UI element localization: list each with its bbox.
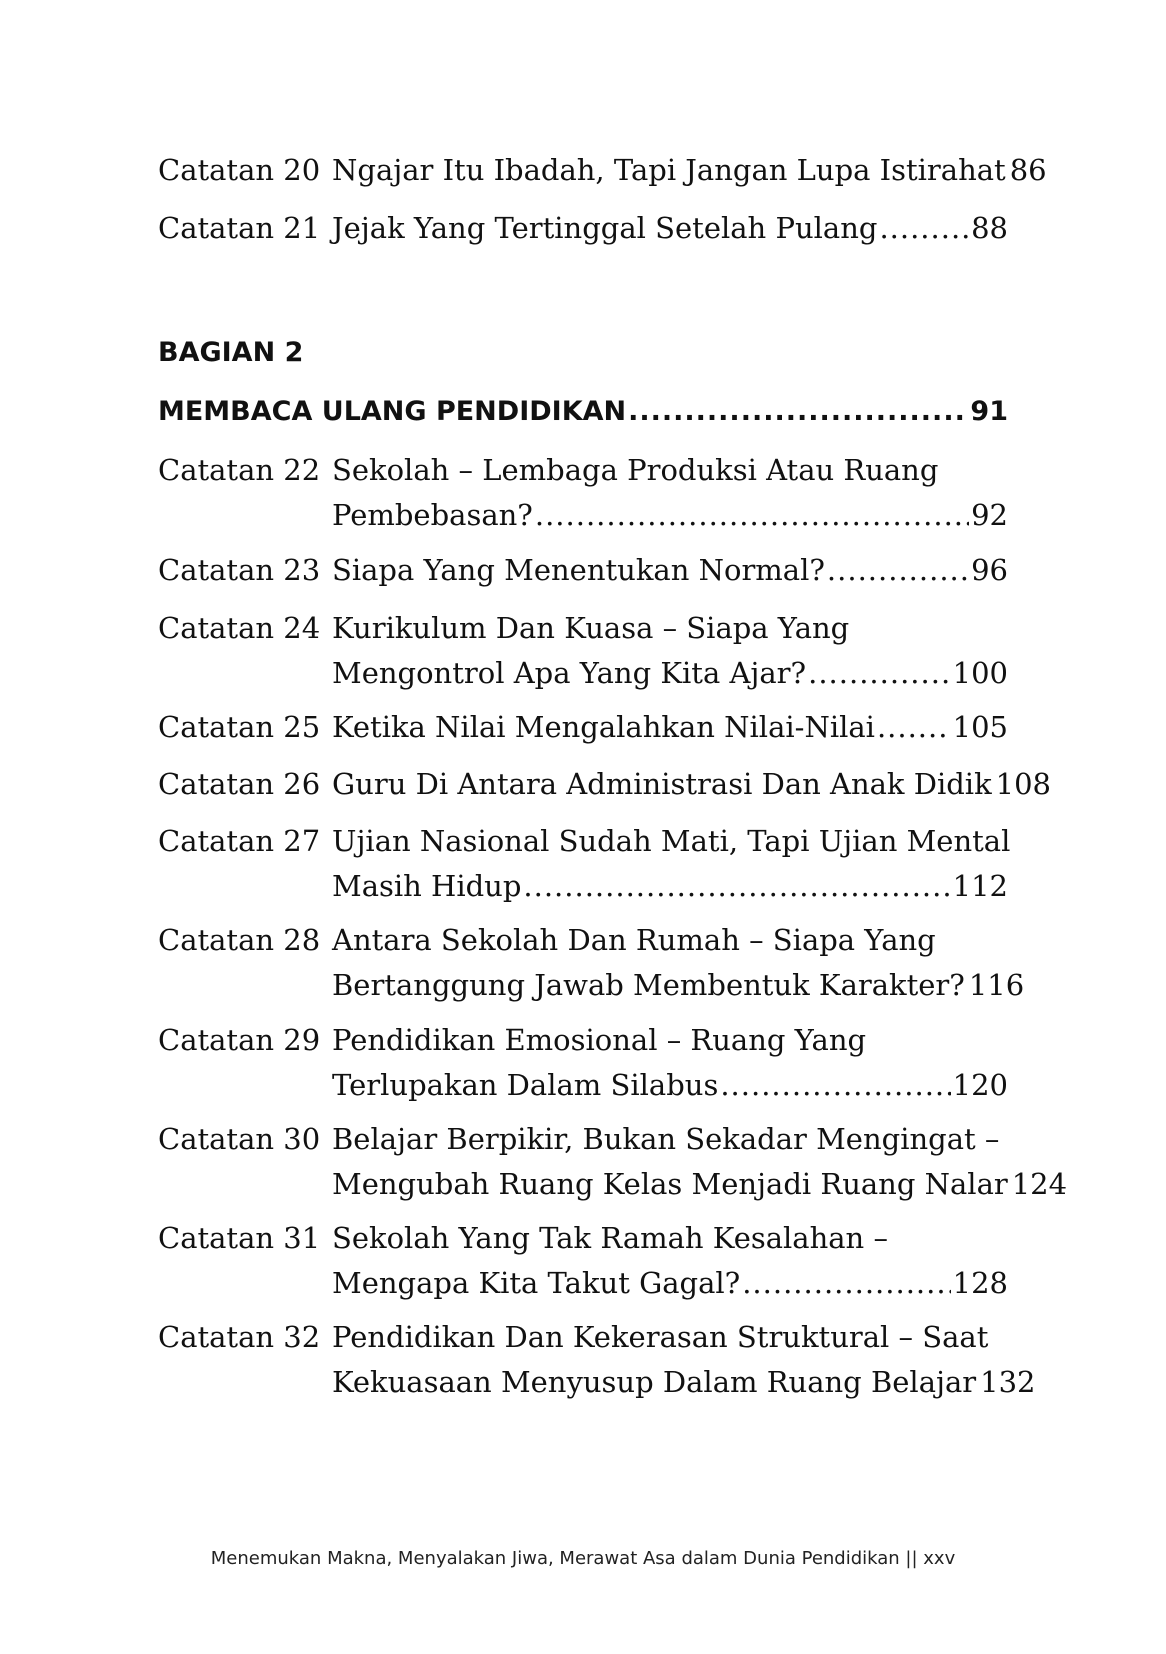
- entry-number: Catatan 27: [158, 824, 321, 858]
- entry-page-number: 124: [1011, 1167, 1068, 1201]
- dot-leader: [523, 864, 950, 909]
- section-title: MEMBACA ULANG PENDIDIKAN: [158, 396, 627, 427]
- dot-leader: [879, 206, 969, 251]
- entry-number: Catatan 20: [158, 153, 321, 187]
- entry-title-line: Mengapa Kita Takut Gagal?: [332, 1266, 741, 1300]
- dot-leader: [827, 548, 969, 593]
- entry-number: Catatan 21: [158, 211, 321, 245]
- entry-title-line: Antara Sekolah Dan Rumah – Siapa Yang: [332, 923, 936, 957]
- entry-number: Catatan 31: [158, 1221, 321, 1255]
- entry-page-number: 100: [952, 656, 1008, 690]
- entry-title: Ngajar Itu Ibadah, Tapi Jangan Lupa Istirahat: [332, 153, 1006, 187]
- entry-page-number: 108: [995, 767, 1052, 801]
- entry-number: Catatan 25: [158, 710, 321, 744]
- entry-number: Catatan 23: [158, 553, 321, 587]
- entry-number: Catatan 30: [158, 1122, 321, 1156]
- entry-page-number: 112: [952, 869, 1008, 903]
- entry-title-line: Bertanggung Jawab Membentuk Karakter?: [332, 968, 965, 1002]
- dot-leader: [808, 651, 951, 696]
- entry-number: Catatan 28: [158, 923, 321, 957]
- entry-number: Catatan 26: [158, 767, 321, 801]
- entry-title-line: Pendidikan Dan Kekerasan Struktural – Saat: [332, 1320, 989, 1354]
- entry-title-line: Pendidikan Emosional – Ruang Yang: [332, 1023, 867, 1057]
- dot-leader: [628, 392, 968, 432]
- entry-title-line: Sekolah Yang Tak Ramah Kesalahan –: [332, 1221, 888, 1255]
- dot-leader: [742, 1261, 950, 1306]
- entry-title-line: Mengubah Ruang Kelas Menjadi Ruang Nalar: [332, 1167, 1008, 1201]
- entry-page-number: 96: [971, 553, 1008, 587]
- entry-number: Catatan 32: [158, 1320, 321, 1354]
- entry-title-line: Terlupakan Dalam Silabus: [332, 1068, 719, 1102]
- entry-title-line: Masih Hidup: [332, 869, 522, 903]
- entry-page-number: 86: [1009, 153, 1047, 187]
- entry-title-line: Kekuasaan Menyusup Dalam Ruang Belajar: [332, 1365, 977, 1399]
- entry-title: Siapa Yang Menentukan Normal?: [332, 553, 825, 587]
- entry-page-number: 88: [971, 211, 1008, 245]
- entry-page-number: 92: [971, 498, 1008, 532]
- entry-title-line: Belajar Berpikir, Bukan Sekadar Mengingat –: [332, 1122, 1000, 1156]
- page-footer: Menemukan Makna, Menyalakan Jiwa, Merawat Asa dalam Dunia Pendidikan || xxv: [210, 1548, 956, 1569]
- dot-leader: [720, 1063, 950, 1108]
- entry-number: Catatan 22: [158, 453, 321, 487]
- entry-title: Guru Di Antara Administrasi Dan Anak Didik: [332, 767, 992, 801]
- section-page-number: 91: [970, 396, 1008, 427]
- dot-leader: [535, 493, 969, 538]
- entry-page-number: 105: [952, 710, 1008, 744]
- section-heading[interactable]: [158, 392, 1008, 432]
- entry-number: Catatan 24: [158, 611, 321, 645]
- entry-page-number: 132: [980, 1365, 1036, 1399]
- entry-title-line: Sekolah – Lembaga Produksi Atau Ruang: [332, 453, 939, 487]
- entry-title-line: Pembebasan?: [332, 498, 533, 532]
- entry-title: Ketika Nilai Mengalahkan Nilai-Nilai: [332, 710, 875, 744]
- entry-page-number: 120: [952, 1068, 1008, 1102]
- entry-title-line: Kurikulum Dan Kuasa – Siapa Yang: [332, 611, 850, 645]
- entry-title: Jejak Yang Tertinggal Setelah Pulang: [332, 211, 878, 245]
- entry-title-line: Mengontrol Apa Yang Kita Ajar?: [332, 656, 807, 690]
- entry-page-number: 116: [968, 968, 1025, 1002]
- entry-number: Catatan 29: [158, 1023, 321, 1057]
- dot-leader: [877, 705, 951, 750]
- entry-page-number: 128: [952, 1266, 1008, 1300]
- entry-title-line: Ujian Nasional Sudah Mati, Tapi Ujian Mental: [332, 824, 1011, 858]
- section-label: BAGIAN 2: [158, 337, 304, 368]
